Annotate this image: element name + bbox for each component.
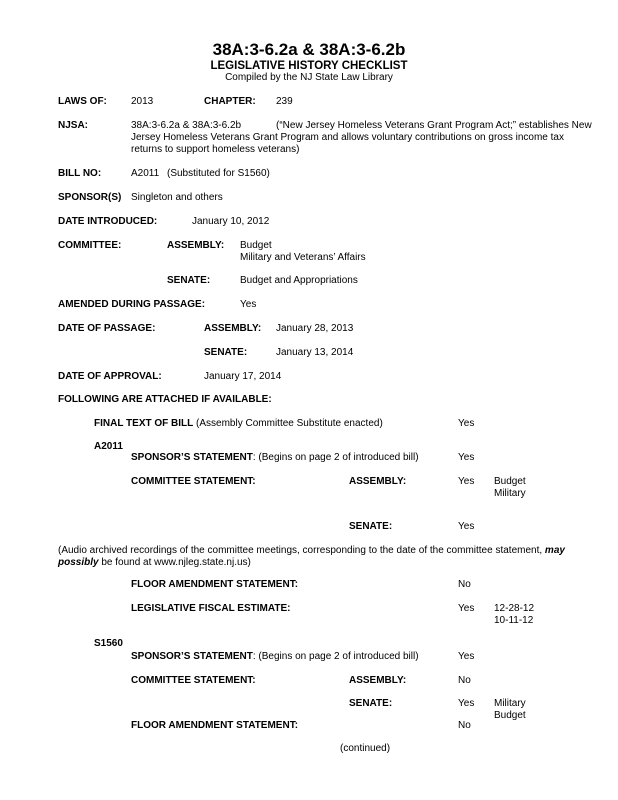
s1560-sponsor-value: Yes xyxy=(458,651,475,662)
a2011-sponsor-label: SPONSOR’S STATEMENT xyxy=(131,452,253,463)
s1560-senate-value: Yes xyxy=(458,698,475,709)
s1560-assembly-label: ASSEMBLY: xyxy=(349,675,407,686)
date-introduced-value: January 10, 2012 xyxy=(192,216,270,227)
passage-assembly-value: January 28, 2013 xyxy=(276,323,354,334)
bill-no-label: BILL NO: xyxy=(58,168,102,179)
a2011-fiscal-label: LEGISLATIVE FISCAL ESTIMATE: xyxy=(131,603,291,614)
audio-note xyxy=(58,545,603,569)
committee-label: COMMITTEE: xyxy=(58,240,122,251)
njsa-description-line1: (“New Jersey Homeless Veterans Grant Program Act;” establishes New xyxy=(276,120,592,131)
committee-senate-value: Budget and Appropriations xyxy=(240,275,358,286)
a2011-committee-label: COMMITTEE STATEMENT: xyxy=(131,476,256,487)
passage-assembly-label: ASSEMBLY: xyxy=(204,323,262,334)
audio-note-post: be found at www.njleg.state.nj.us) xyxy=(98,557,251,568)
sponsors-label: SPONSOR(S) xyxy=(58,192,122,203)
s1560-senate-committee-1: Military xyxy=(494,698,526,709)
laws-of-value: 2013 xyxy=(131,96,154,107)
s1560-sponsor-label: SPONSOR’S STATEMENT xyxy=(131,651,253,662)
s1560-senate-committee-2: Budget xyxy=(494,710,526,721)
a2011-fiscal-date-2: 10-11-12 xyxy=(494,615,534,626)
passage-label: DATE OF PASSAGE: xyxy=(58,323,156,334)
document-subtitle: LEGISLATIVE HISTORY CHECKLIST xyxy=(210,60,408,72)
compiled-by: Compiled by the NJ State Law Library xyxy=(225,72,393,83)
a2011-assembly-label: ASSEMBLY: xyxy=(349,476,407,487)
a2011-senate-label: SENATE: xyxy=(349,521,393,532)
amended-value: Yes xyxy=(240,299,257,310)
amended-label: AMENDED DURING PASSAGE: xyxy=(58,299,206,310)
committee-assembly-label: ASSEMBLY: xyxy=(167,240,225,251)
a2011-sponsor-row xyxy=(131,452,419,464)
a2011-senate-value: Yes xyxy=(458,521,475,532)
a2011-fiscal-value: Yes xyxy=(458,603,475,614)
njsa-label: NJSA: xyxy=(58,120,89,131)
following-label: FOLLOWING ARE ATTACHED IF AVAILABLE: xyxy=(58,394,272,405)
document-title: 38A:3-6.2a & 38A:3-6.2b xyxy=(212,40,406,59)
s1560-committee-label: COMMITTEE STATEMENT: xyxy=(131,675,256,686)
laws-of-label: LAWS OF: xyxy=(58,96,107,107)
chapter-value: 239 xyxy=(276,96,293,107)
njsa-description-rest: Jersey Homeless Veterans Grant Program and allows voluntary contributions on gross income tax returns to support homeless veterans) xyxy=(131,132,564,155)
s1560-assembly-value: No xyxy=(458,675,471,686)
s1560-sponsor-note: : (Begins on page 2 of introduced bill) xyxy=(252,651,419,662)
committee-senate-label: SENATE: xyxy=(167,275,211,286)
final-text-label: FINAL TEXT OF BILL xyxy=(94,418,194,429)
approval-value: January 17, 2014 xyxy=(204,371,282,382)
final-text-row xyxy=(94,418,383,430)
a2011-sponsor-value: Yes xyxy=(458,452,475,463)
chapter-label: CHAPTER: xyxy=(204,96,256,107)
a2011-sponsor-note: : (Begins on page 2 of introduced bill) xyxy=(252,452,419,463)
approval-label: DATE OF APPROVAL: xyxy=(58,371,162,382)
a2011-assembly-value: Yes xyxy=(458,476,475,487)
continued-note: (continued) xyxy=(340,743,391,754)
a2011-assembly-committee-1: Budget xyxy=(494,476,526,487)
a2011-assembly-committee-2: Military xyxy=(494,488,526,499)
s1560-sponsor-row xyxy=(131,651,419,663)
s1560-floor-label: FLOOR AMENDMENT STATEMENT: xyxy=(131,720,299,731)
audio-note-emphasis: may possibly xyxy=(58,545,565,568)
a2011-fiscal-date-1: 12-28-12 xyxy=(494,603,535,614)
a2011-label: A2011 xyxy=(94,441,123,452)
committee-assembly-2: Military and Veterans’ Affairs xyxy=(240,252,366,263)
a2011-floor-label: FLOOR AMENDMENT STATEMENT: xyxy=(131,579,299,590)
s1560-label: S1560 xyxy=(94,638,123,649)
audio-note-pre: (Audio archived recordings of the committee meetings, corresponding to the date of the committee statement, xyxy=(58,545,545,556)
sponsors-value: Singleton and others xyxy=(131,192,223,203)
njsa-sections: 38A:3-6.2a & 38A:3-6.2b xyxy=(131,120,242,131)
passage-senate-label: SENATE: xyxy=(204,347,248,358)
bill-no-note: (Substituted for S1560) xyxy=(167,168,270,179)
date-introduced-label: DATE INTRODUCED: xyxy=(58,216,158,227)
final-text-note: (Assembly Committee Substitute enacted) xyxy=(193,418,383,429)
a2011-floor-value: No xyxy=(458,579,471,590)
bill-no-value: A2011 xyxy=(131,168,160,179)
committee-assembly-1: Budget xyxy=(240,240,272,251)
s1560-senate-label: SENATE: xyxy=(349,698,393,709)
final-text-value: Yes xyxy=(458,418,475,429)
passage-senate-value: January 13, 2014 xyxy=(276,347,354,358)
s1560-floor-value: No xyxy=(458,720,471,731)
